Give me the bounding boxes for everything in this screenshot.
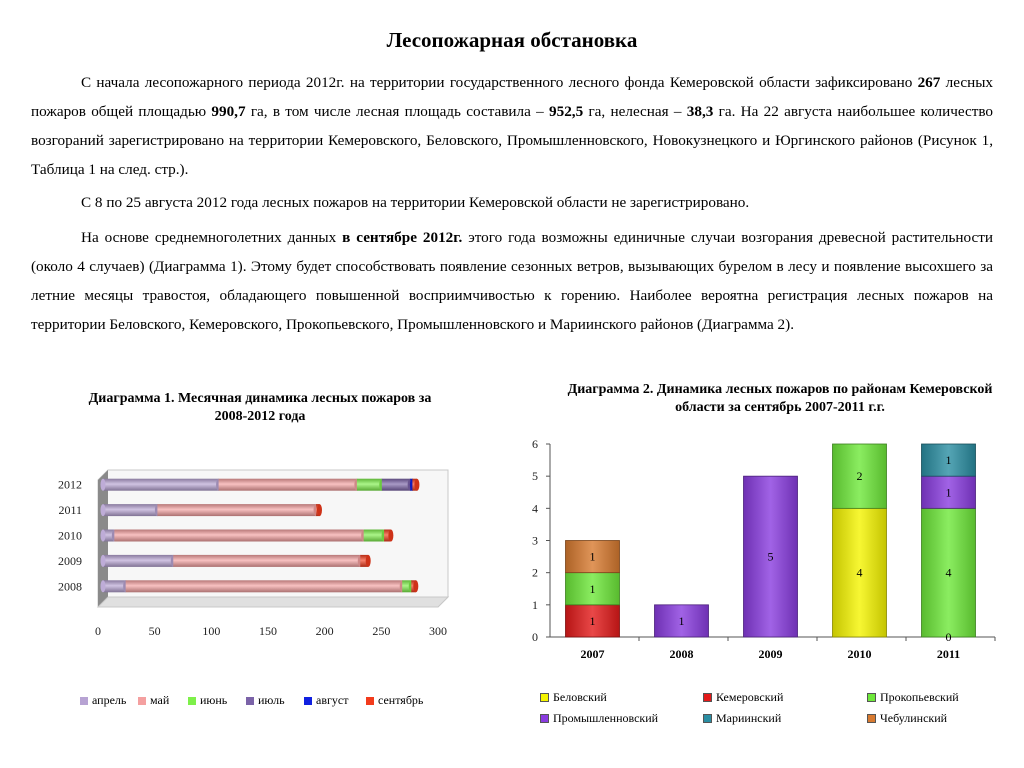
chart1-tick-label: 200 xyxy=(315,624,334,638)
chart2-legend-item xyxy=(540,690,607,705)
legend-swatch xyxy=(703,693,712,702)
chart1-bar xyxy=(219,479,357,491)
chart2-legend-item xyxy=(703,711,781,726)
paragraph-fire-statistics xyxy=(31,68,993,184)
text-run: га, в том числе лесная площадь составила – xyxy=(245,103,550,120)
legend-swatch xyxy=(540,693,549,702)
chart2-legend-item xyxy=(867,690,959,705)
chart2-data-label: 1 xyxy=(945,453,952,468)
chart1-bar xyxy=(103,504,157,516)
chart1-bar-cap xyxy=(317,504,322,516)
legend-swatch xyxy=(366,697,374,705)
legend-label: Промышленновский xyxy=(553,711,659,725)
chart1-tick-label: 250 xyxy=(372,624,391,638)
chart2-title: Диаграмма 2. Динамика лесных пожаров по районам Кемеровской области за сентябрь 2007-2011 г.г. xyxy=(567,382,993,415)
chart1-title: Диаграмма 1. Месячная динамика лесных пожаров за 2008-2012 года xyxy=(88,391,432,424)
chart2-legend-item xyxy=(703,690,783,705)
chart1-tick-label: 300 xyxy=(429,624,447,638)
legend-label: апрель xyxy=(92,693,127,707)
chart2-legend xyxy=(540,690,1000,730)
chart2-tick-label: 1 xyxy=(532,597,538,612)
highlighted-value: 38,3 xyxy=(686,103,714,120)
chart2-data-label: 4 xyxy=(945,565,952,580)
legend-swatch xyxy=(80,697,88,705)
chart2-data-label: 1 xyxy=(589,613,596,628)
legend-swatch xyxy=(138,697,146,705)
chart2-data-label: 4 xyxy=(856,565,863,580)
paragraph-no-fires xyxy=(31,188,993,217)
paragraph-september-forecast xyxy=(31,223,993,339)
chart1-category-label: 2009 xyxy=(58,553,82,568)
chart2-tick-label: 4 xyxy=(532,501,538,516)
legend-label: июль xyxy=(258,693,285,707)
chart1-bar xyxy=(382,479,410,491)
chart1-legend-item xyxy=(304,693,348,708)
chart1-bar-cap xyxy=(388,530,393,542)
chart1-bar xyxy=(357,479,382,491)
chart1-bar-cap xyxy=(366,555,371,567)
legend-swatch xyxy=(246,697,254,705)
chart2-category-label: 2011 xyxy=(936,647,961,661)
legend-label: август xyxy=(316,693,349,707)
chart1-bar-start xyxy=(101,530,106,542)
chart2-tick-label: 0 xyxy=(532,630,538,644)
chart1-tick-label: 100 xyxy=(202,624,221,638)
chart2-legend-item xyxy=(540,711,658,726)
chart1-bar-cap xyxy=(413,580,418,592)
chart1-legend-item xyxy=(246,693,285,708)
chart2-district-dynamics xyxy=(520,432,1000,667)
chart2-category-label: 2009 xyxy=(758,647,783,661)
legend-swatch xyxy=(867,714,876,723)
chart2-tick-label: 2 xyxy=(532,565,538,580)
chart1-bar xyxy=(114,530,363,542)
text-run: С 8 по 25 августа 2012 года лесных пожаров на территории Кемеровской области не зарегистрировано. xyxy=(81,194,750,211)
chart1-monthly-dynamics xyxy=(40,445,470,645)
legend-swatch xyxy=(304,697,312,705)
chart1-legend-item xyxy=(138,693,169,708)
chart1-tick-label: 150 xyxy=(259,624,277,638)
text-run: этого года возможны единичные случаи возгорания древесной растительности (около 4 случаев) (Диаграмма 1). Этому будет способствовать появление сезонных ветров, вызывающих бурелом в лесу и появление высохшего за летние месяцы травостоя, обладающего повышенной восприимчивостью к горению. Наиболее вероятна регистрация лесных пожаров на территории Беловского, Кемеровского, Прокопьевского, Промышленновского и Мариинского районов (Диаграмма 2). xyxy=(31,229,994,333)
chart2-category-label: 2010 xyxy=(847,647,872,661)
text-run: га, нелесная – xyxy=(583,103,687,120)
chart1-floor xyxy=(98,597,448,607)
chart2-data-label: 2 xyxy=(856,469,863,484)
legend-label: Прокопьевский xyxy=(880,690,959,704)
chart2-data-label: 1 xyxy=(945,485,952,500)
legend-label: май xyxy=(150,693,170,707)
chart1-bar xyxy=(364,530,384,542)
legend-swatch xyxy=(188,697,196,705)
chart1-category-label: 2010 xyxy=(58,528,82,543)
chart1-bar-start xyxy=(101,555,106,567)
chart1-bar-start xyxy=(101,504,106,516)
highlighted-value: в сентябре 2012г. xyxy=(342,229,463,246)
chart2-data-label: 1 xyxy=(589,549,596,564)
chart1-legend-item xyxy=(80,693,126,708)
legend-swatch xyxy=(540,714,549,723)
chart1-bar xyxy=(103,479,219,491)
legend-swatch xyxy=(703,714,712,723)
chart2-category-label: 2007 xyxy=(580,647,605,661)
chart1-legend-item xyxy=(188,693,227,708)
chart2-data-label: 1 xyxy=(589,581,596,596)
chart1-bar xyxy=(103,580,126,592)
chart2-tick-label: 3 xyxy=(532,533,538,548)
highlighted-value: 267 xyxy=(917,74,941,91)
chart1-bar-start xyxy=(101,580,106,592)
chart2-tick-label: 5 xyxy=(532,469,538,484)
chart1-tick-label: 0 xyxy=(95,624,101,638)
chart2-tick-label: 6 xyxy=(532,437,538,451)
highlighted-value: 990,7 xyxy=(211,103,246,120)
legend-label: Чебулинский xyxy=(880,711,948,725)
chart1-bar xyxy=(173,555,360,567)
chart1-bar xyxy=(157,504,316,516)
chart1-legend xyxy=(80,693,480,709)
chart2-legend-item xyxy=(867,711,947,726)
text-run: На основе среднемноголетних данных xyxy=(81,229,343,246)
chart1-category-label: 2008 xyxy=(58,579,82,594)
legend-label: Мариинский xyxy=(716,711,782,725)
chart2-data-label: 0 xyxy=(945,630,952,644)
chart2-data-label: 1 xyxy=(678,613,685,628)
chart1-category-label: 2011 xyxy=(58,503,82,518)
chart1-category-label: 2012 xyxy=(58,477,82,492)
legend-label: Беловский xyxy=(553,690,607,704)
text-run: С начала лесопожарного периода 2012г. на территории государственного лесного фонда Кемеровской области зафиксировано xyxy=(81,74,918,91)
chart1-tick-label: 50 xyxy=(148,624,161,638)
chart1-bar xyxy=(126,580,403,592)
legend-label: июнь xyxy=(200,693,228,707)
chart2-category-label: 2008 xyxy=(669,647,694,661)
legend-label: Кемеровский xyxy=(716,690,784,704)
page-title: Лесопожарная обстановка xyxy=(386,28,638,52)
chart1-bar xyxy=(103,555,173,567)
highlighted-value: 952,5 xyxy=(549,103,584,120)
chart2-data-label: 5 xyxy=(767,549,774,564)
text-run: га. На 22 августа наибольшее количество возгораний зарегистрировано на территории Кемеровского, Беловского, Промышленновского, Новокузнецкого и Юргинского районов (Рисунок 1, Таблица 1 на след. стр.). xyxy=(31,103,993,178)
legend-swatch xyxy=(867,693,876,702)
chart1-legend-item xyxy=(366,693,423,708)
chart1-bar-cap xyxy=(414,479,419,491)
chart1-bar-start xyxy=(101,479,106,491)
legend-label: сентябрь xyxy=(378,693,424,707)
text-run: лесных пожаров общей площадью xyxy=(31,74,993,120)
